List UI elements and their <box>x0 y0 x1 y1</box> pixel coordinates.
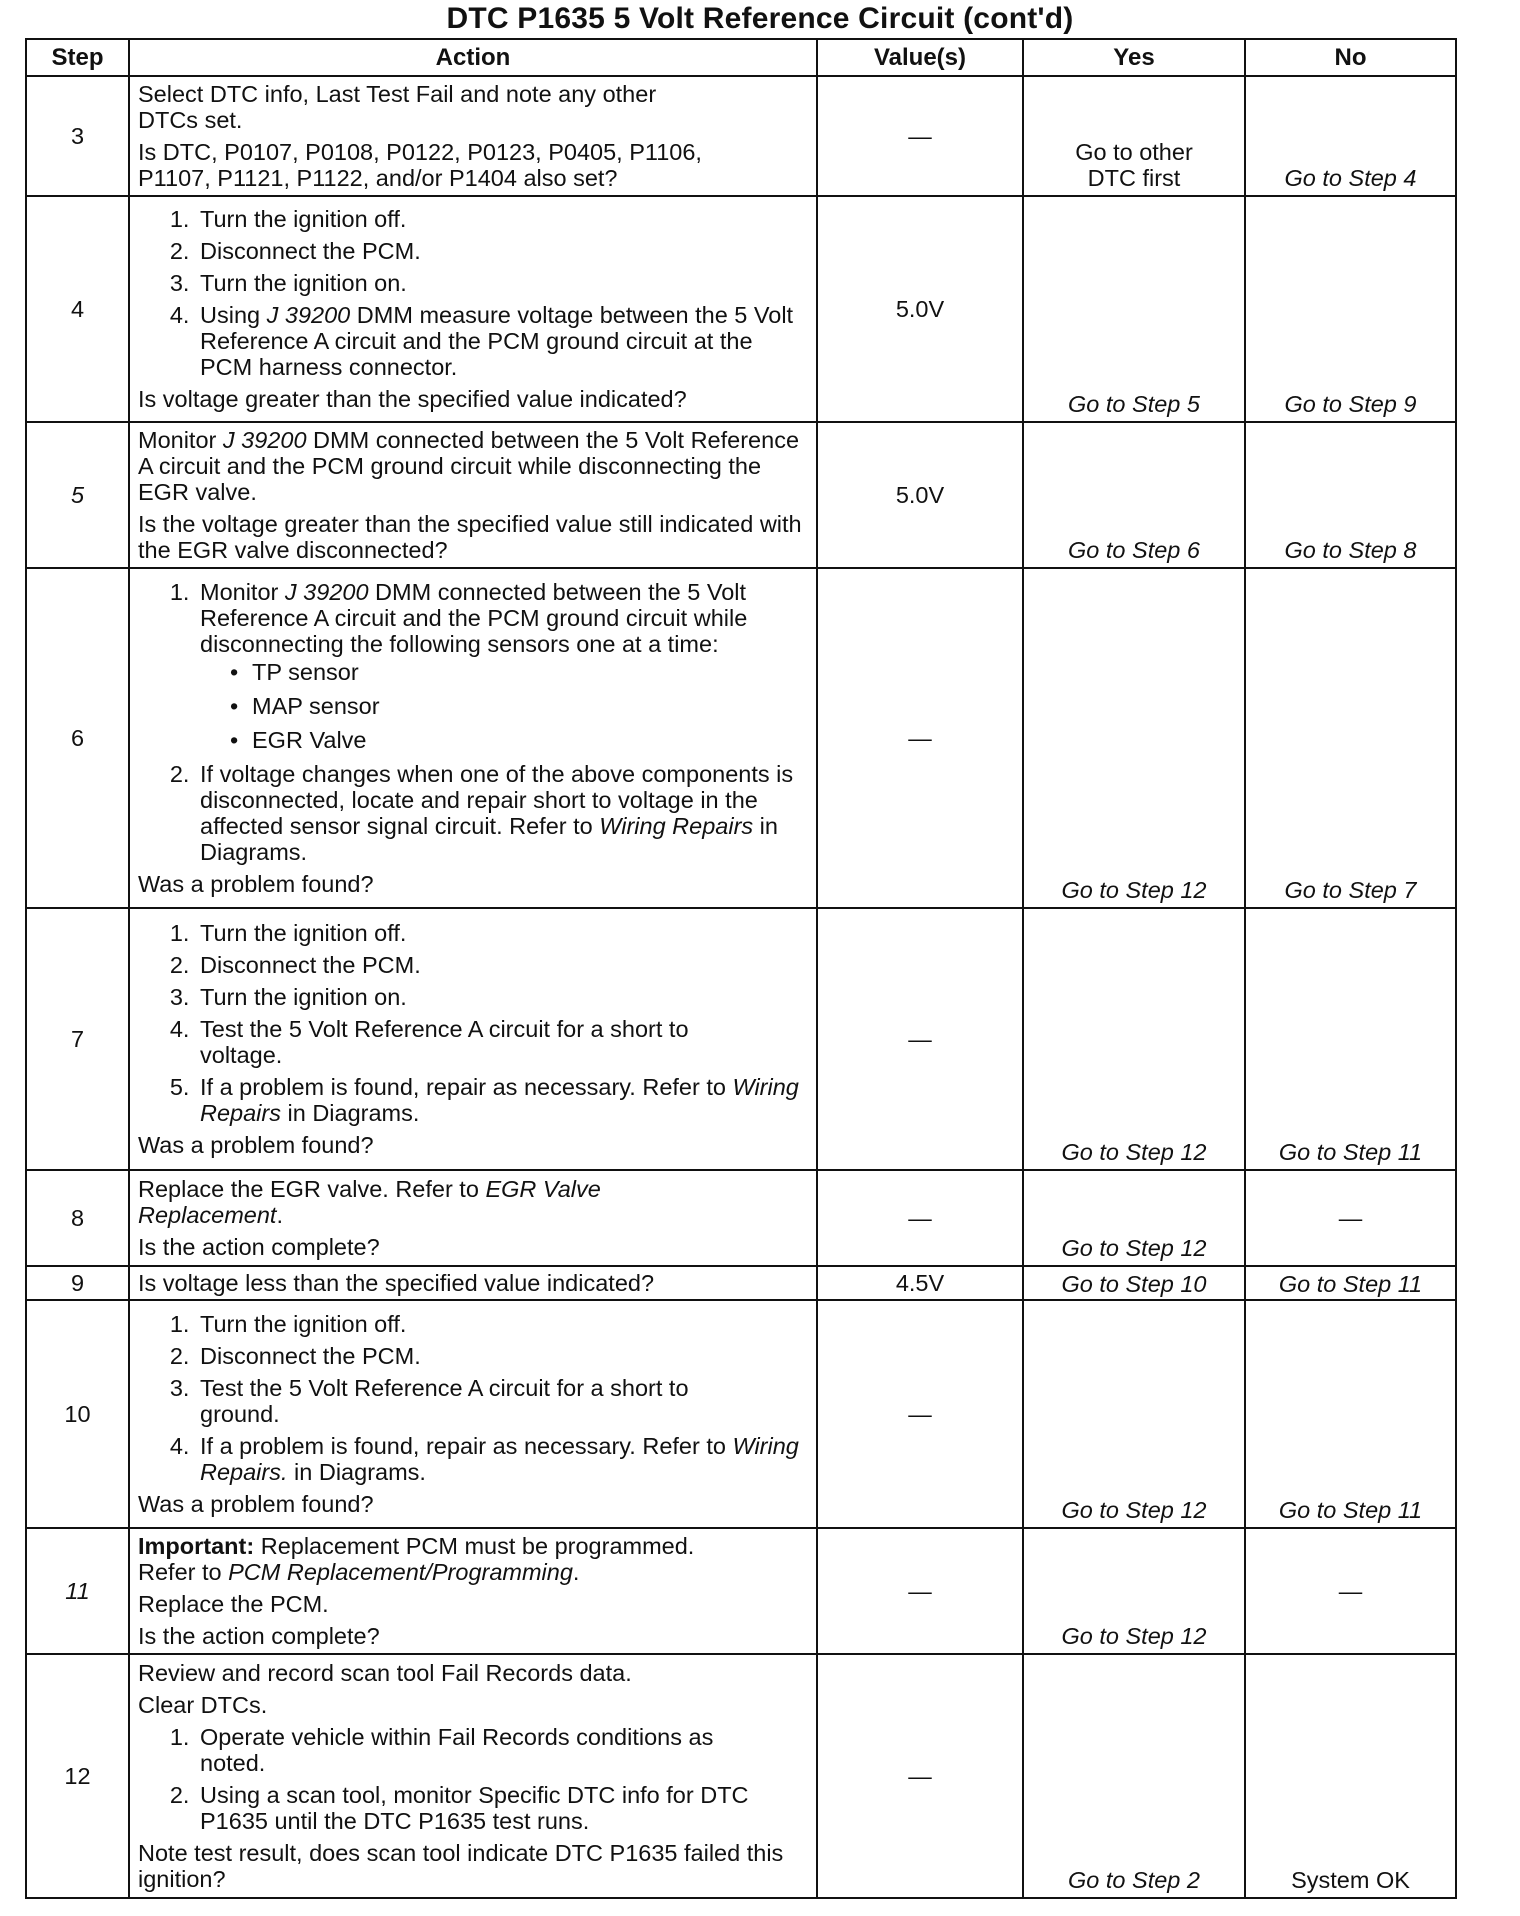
step-number: 4 <box>26 196 129 422</box>
no-cell: — <box>1245 1528 1456 1654</box>
action-list-item: 1. Turn the ignition off. <box>196 920 808 946</box>
tool-reference: J 39200 <box>222 427 307 453</box>
action-question: Was a problem found? <box>138 871 374 897</box>
table-header-row <box>26 39 1456 76</box>
action-cell <box>129 568 817 908</box>
action-text: Replace the EGR valve. Refer to EGR Valve Replacement. <box>138 1176 601 1228</box>
no-cell: Go to Step 7 <box>1245 568 1456 908</box>
action-list-item: 3. Turn the ignition on. <box>196 270 808 296</box>
doc-reference: Wiring Repairs <box>200 1074 799 1126</box>
action-list-item: 3. Turn the ignition on. <box>196 984 808 1010</box>
tool-reference: J 39200 <box>266 302 351 328</box>
action-text: Replace the PCM. <box>138 1591 329 1617</box>
action-question: Is voltage greater than the specified value indicated? <box>138 386 687 412</box>
header-yes: Yes <box>1023 39 1245 76</box>
table-row <box>26 1266 1456 1300</box>
yes-cell: Go to Step 12 <box>1023 568 1245 908</box>
action-question: Is the voltage greater than the specified value still indicated with the EGR valve disconnected? <box>138 511 802 563</box>
action-text: Clear DTCs. <box>138 1692 268 1718</box>
value-cell: 5.0V <box>817 422 1023 568</box>
action-cell <box>129 1300 817 1528</box>
doc-reference: EGR Valve Replacement <box>138 1176 601 1228</box>
yes-cell: Go to Step 12 <box>1023 1300 1245 1528</box>
header-no: No <box>1245 39 1456 76</box>
header-action: Action <box>129 39 817 76</box>
no-cell: System OK <box>1245 1654 1456 1898</box>
action-text: Select DTC info, Last Test Fail and note any other DTCs set. <box>138 81 657 133</box>
tool-reference: J 39200 <box>284 579 369 605</box>
value-cell: — <box>817 908 1023 1170</box>
value-cell: — <box>817 568 1023 908</box>
action-cell <box>129 1528 817 1654</box>
value-cell: 4.5V <box>817 1266 1023 1300</box>
action-list-item: 4. Using J 39200 DMM measure voltage between the 5 Volt Reference A circuit and the PCM ground circuit at the PCM harness connector. <box>196 302 808 380</box>
action-question: Was a problem found? <box>138 1132 374 1158</box>
action-question: Note test result, does scan tool indicate DTC P1635 failed this ignition? <box>138 1840 784 1892</box>
no-cell: Go to Step 4 <box>1245 76 1456 196</box>
action-list-item: 2. Disconnect the PCM. <box>196 1343 808 1369</box>
step-number: 9 <box>26 1266 129 1300</box>
action-list-item: 1. Monitor J 39200 DMM connected between the 5 Volt Reference A circuit and the PCM ground circuit while disconnecting the following sensors one at a time: • TP sensor • MAP sensor • EGR Valve <box>196 579 808 753</box>
yes-cell: Go to Step 12 <box>1023 908 1245 1170</box>
doc-reference: PCM Replacement/Programming <box>228 1559 573 1585</box>
header-step: Step <box>26 39 129 76</box>
step-number: 6 <box>26 568 129 908</box>
table-row <box>26 76 1456 196</box>
step-number: 10 <box>26 1300 129 1528</box>
no-cell: — <box>1245 1170 1456 1266</box>
page-title: DTC P1635 5 Volt Reference Circuit (cont'd) <box>446 2 1074 35</box>
table-row <box>26 1654 1456 1898</box>
diagnostic-table <box>25 38 1457 1899</box>
doc-reference: Wiring Repairs <box>599 813 754 839</box>
no-cell: Go to Step 11 <box>1245 1300 1456 1528</box>
bullet-item: • TP sensor <box>226 659 808 685</box>
action-list-item: 3. Test the 5 Volt Reference A circuit for a short to ground. <box>196 1375 808 1427</box>
yes-cell: Go to Step 5 <box>1023 196 1245 422</box>
action-cell <box>129 1654 817 1898</box>
no-cell: Go to Step 8 <box>1245 422 1456 568</box>
action-cell <box>129 76 817 196</box>
value-cell: — <box>817 1654 1023 1898</box>
value-cell: — <box>817 1528 1023 1654</box>
action-question: Is the action complete? <box>138 1623 380 1649</box>
value-cell: 5.0V <box>817 196 1023 422</box>
action-list-item: 1. Turn the ignition off. <box>196 206 808 232</box>
action-list-item: 1. Turn the ignition off. <box>196 1311 808 1337</box>
action-cell <box>129 422 817 568</box>
value-cell: — <box>817 76 1023 196</box>
action-text: Important: Replacement PCM must be programmed. Refer to PCM Replacement/Programming. <box>138 1533 695 1585</box>
value-cell: — <box>817 1170 1023 1266</box>
yes-cell: Go to other DTC first <box>1023 76 1245 196</box>
action-question: Is DTC, P0107, P0108, P0122, P0123, P0405, P1106, P1107, P1121, P1122, and/or P1404 also set? <box>138 139 702 191</box>
no-cell: Go to Step 11 <box>1245 1266 1456 1300</box>
action-cell <box>129 908 817 1170</box>
action-list-item: 2. Disconnect the PCM. <box>196 952 808 978</box>
step-number: 11 <box>26 1528 129 1654</box>
action-list-item: 1. Operate vehicle within Fail Records conditions as noted. <box>196 1724 808 1776</box>
yes-cell: Go to Step 10 <box>1023 1266 1245 1300</box>
doc-reference: Wiring Repairs. <box>200 1433 799 1485</box>
step-number: 12 <box>26 1654 129 1898</box>
bullet-item: • MAP sensor <box>226 693 808 719</box>
action-list-item: 5. If a problem is found, repair as necessary. Refer to Wiring Repairs in Diagrams. <box>196 1074 808 1126</box>
action-text: Review and record scan tool Fail Records data. <box>138 1660 632 1686</box>
step-number: 3 <box>26 76 129 196</box>
yes-cell: Go to Step 6 <box>1023 422 1245 568</box>
table-row <box>26 908 1456 1170</box>
action-list-item: 4. Test the 5 Volt Reference A circuit for a short to voltage. <box>196 1016 808 1068</box>
yes-cell: Go to Step 2 <box>1023 1654 1245 1898</box>
action-question: Is voltage less than the specified value indicated? <box>129 1266 817 1300</box>
action-cell <box>129 1170 817 1266</box>
table-row <box>26 196 1456 422</box>
action-list-item: 2. If voltage changes when one of the above components is disconnected, locate and repair short to voltage in the affected sensor signal circuit. Refer to Wiring Repairs in Diagrams. <box>196 761 808 865</box>
table-row <box>26 422 1456 568</box>
step-number: 8 <box>26 1170 129 1266</box>
no-cell: Go to Step 9 <box>1245 196 1456 422</box>
step-number: 7 <box>26 908 129 1170</box>
action-list-item: 2. Disconnect the PCM. <box>196 238 808 264</box>
action-question: Is the action complete? <box>138 1234 380 1260</box>
action-list-item: 4. If a problem is found, repair as necessary. Refer to Wiring Repairs. in Diagrams. <box>196 1433 808 1485</box>
yes-cell: Go to Step 12 <box>1023 1528 1245 1654</box>
table-row <box>26 1528 1456 1654</box>
bullet-item: • EGR Valve <box>226 727 808 753</box>
action-list-item: 2. Using a scan tool, monitor Specific DTC info for DTC P1635 until the DTC P1635 test runs. <box>196 1782 808 1834</box>
important-label: Important: <box>138 1533 255 1559</box>
no-cell: Go to Step 11 <box>1245 908 1456 1170</box>
table-row <box>26 568 1456 908</box>
table-row <box>26 1170 1456 1266</box>
yes-cell: Go to Step 12 <box>1023 1170 1245 1266</box>
step-number: 5 <box>26 422 129 568</box>
action-question: Was a problem found? <box>138 1491 374 1517</box>
action-text: Monitor J 39200 DMM connected between the 5 Volt Reference A circuit and the PCM ground circuit while disconnecting the EGR valve. <box>138 427 800 505</box>
action-cell <box>129 196 817 422</box>
header-value: Value(s) <box>817 39 1023 76</box>
value-cell: — <box>817 1300 1023 1528</box>
table-row <box>26 1300 1456 1528</box>
